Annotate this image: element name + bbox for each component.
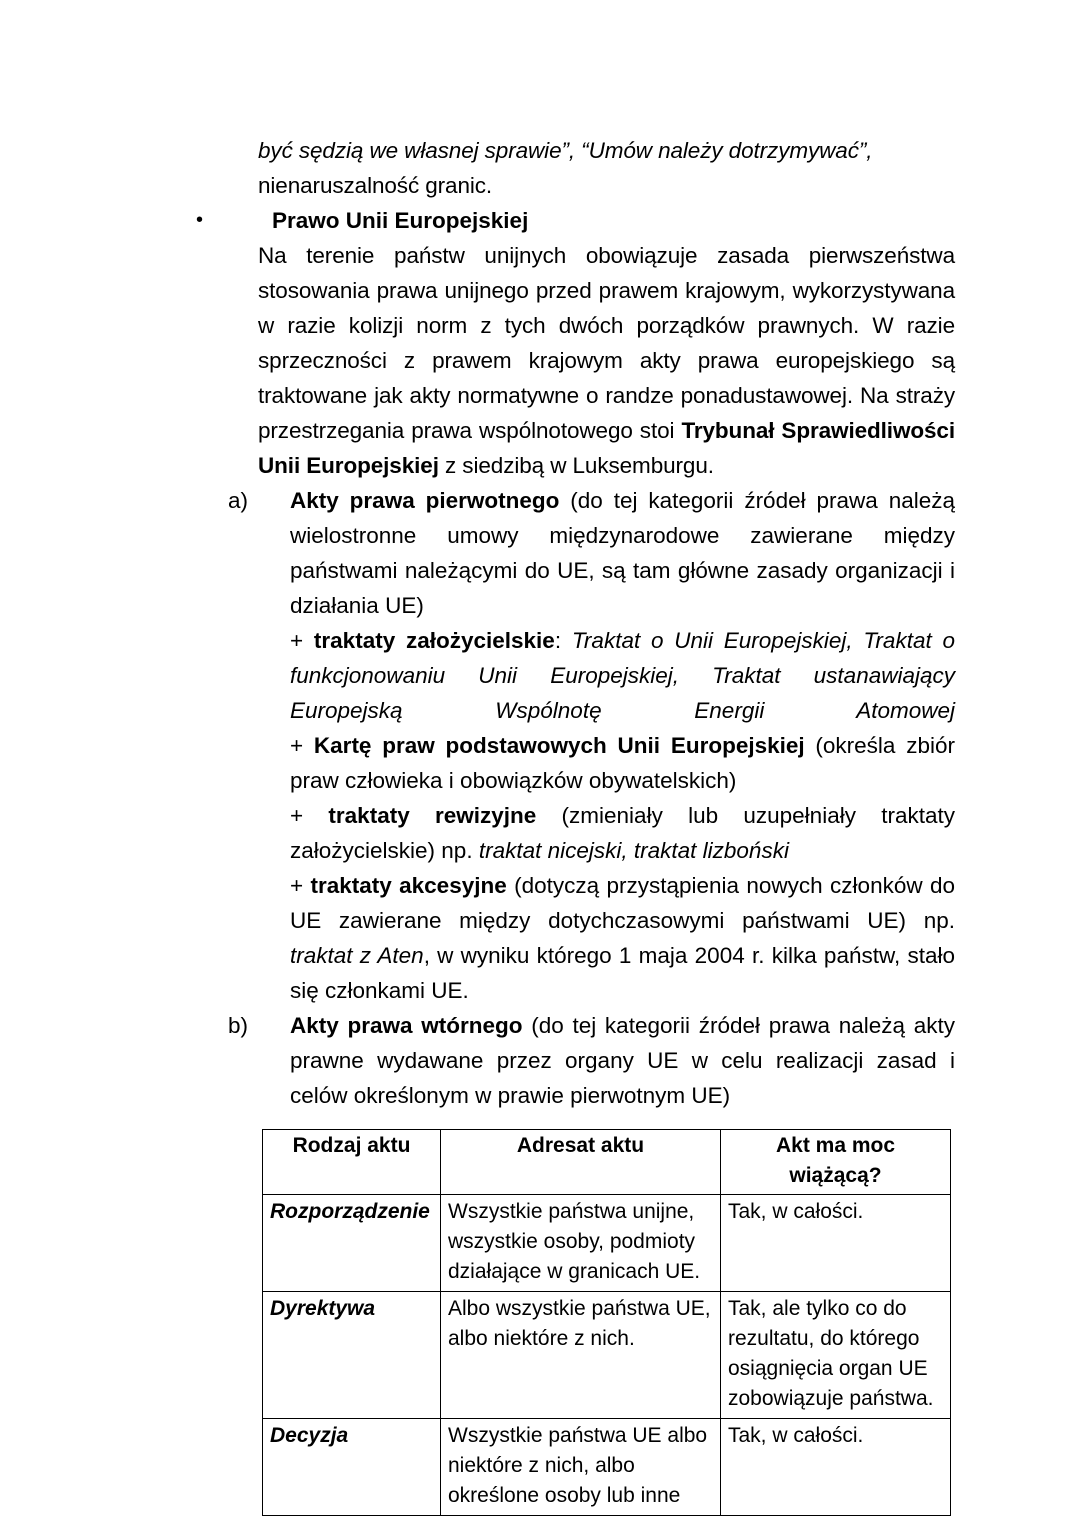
eu-law-paragraph [258, 238, 955, 483]
table-header-row [263, 1130, 951, 1195]
plus-marker: + [290, 803, 329, 828]
list-item-b-heading: Akty prawa wtórnego [290, 1013, 523, 1038]
cell-line: wszystkie osoby, podmioty [448, 1230, 696, 1253]
sub-item-tail: , w wyniku którego 1 maja 2004 r. kilka państw, stało się członkami UE. [290, 943, 955, 1003]
cell-binding [721, 1292, 951, 1419]
plus-marker: + [290, 873, 311, 898]
cell-line: Wszystkie państwa UE albo [448, 1424, 708, 1447]
sub-item-bold-label: traktaty rewizyjne [328, 803, 537, 828]
list-marker-b: b) [228, 1013, 249, 1038]
cell-line: Wszystkie państwa unijne, [448, 1200, 695, 1223]
cell-line: zobowiązuje państwa. [728, 1387, 934, 1410]
cell-line: Albo wszystkie państwa UE, [448, 1297, 711, 1320]
sub-item-traktaty-rewizyjne [258, 798, 955, 868]
cell-line: Tak, w całości. [728, 1200, 864, 1223]
sub-item-italic-list: Traktat o Unii Europejskiej, Traktat o funkcjonowaniu Unii Europejskiej, Traktat ustanawiający Europejską Wspólnotę Energii Atomowej [290, 628, 955, 723]
list-item-a-heading: Akty prawa pierwotnego [290, 488, 560, 513]
cell-line: albo niektóre z nich. [448, 1327, 635, 1350]
cell-line: rezultatu, do którego [728, 1327, 920, 1350]
quote-tail-italic: być sędzią we własnej sprawie”, “Umów należy dotrzymywać”, [258, 138, 873, 163]
eu-court-name: Trybunał Sprawiedliwości Unii Europejskiej [258, 418, 955, 478]
sub-item-after-bold: (określa zbiór praw człowieka i obowiązków obywatelskich) [290, 733, 955, 793]
cell-line: Tak, w całości. [728, 1424, 864, 1447]
bullet-item-prawo-unii-europejskiej [196, 203, 955, 238]
bullet-dot-icon: • [196, 209, 204, 231]
column-header-moc-wiazaca: Akt ma moc wiążącą? [721, 1130, 951, 1195]
quote-tail-paragraph [258, 133, 955, 168]
cell-kind: Rozporządzenie [263, 1195, 441, 1292]
list-item-b-body: (do tej kategorii źródeł prawa należą akty prawne wydawane przez organy UE w celu realizacji zasad i celów określonym w prawie pierwotnym UE) [290, 1013, 955, 1108]
cell-binding [721, 1195, 951, 1292]
column-header-adresat-aktu: Adresat aktu [441, 1130, 721, 1195]
cell-line: osiągnięcia organ UE [728, 1357, 928, 1380]
cell-binding [721, 1419, 951, 1516]
list-item-a-body: (do tej kategorii źródeł prawa należą wielostronne umowy międzynarodowe zawierane między państwami należącymi do UE, są tam główne zasady organizacji i działania UE) [290, 488, 955, 618]
table-row [263, 1195, 951, 1292]
cell-line: określone osoby lub inne [448, 1484, 681, 1507]
plus-marker: + [290, 628, 314, 653]
list-item-b [228, 1008, 955, 1113]
sub-item-italic-example: traktat z Aten [290, 943, 424, 968]
sub-item-after-bold: : [554, 628, 572, 653]
sub-item-bold-label: traktaty akcesyjne [310, 873, 507, 898]
sub-item-bold-label: Kartę praw podstawowych Unii Europejskiej [313, 733, 805, 758]
eu-law-part2: z siedzibą w Luksemburgu. [438, 453, 714, 478]
cell-line: Tak, ale tylko co do [728, 1297, 907, 1320]
cell-line: działające w granicach UE. [448, 1260, 701, 1283]
sub-item-after-bold: (zmieniały lub uzupełniały traktaty założycielskie) np. [290, 803, 955, 863]
cell-addressee [441, 1419, 721, 1516]
page-content [196, 133, 955, 1516]
sub-item-karta-praw-podstawowych [258, 728, 955, 798]
column-header-rodzaj-aktu: Rodzaj aktu [263, 1130, 441, 1195]
list-marker-a: a) [228, 488, 249, 513]
sub-item-traktaty-zalozycielskie [258, 623, 955, 728]
cell-kind: Dyrektywa [263, 1292, 441, 1419]
acts-table [262, 1129, 951, 1516]
list-item-a [228, 483, 955, 623]
sub-item-after-bold: (dotyczą przystąpienia nowych członków do UE zawierane między dotychczasowymi państwami UE) np. [290, 873, 955, 933]
sub-item-traktaty-akcesyjne [258, 868, 955, 1008]
table-row [263, 1292, 951, 1419]
eu-law-part1: Na terenie państw unijnych obowiązuje zasada pierwszeństwa stosowania prawa unijnego przed prawem krajowym, wykorzystywana w razie kolizji norm z tych dwóch porządków prawnych. W razie sprzeczności z prawem krajowym akty prawa europejskiego są traktowane jak akty normatywne o randze ponadustawowej. Na straży przestrzegania prawa wspólnotowego stoi [258, 243, 955, 443]
table-row [263, 1419, 951, 1516]
plus-marker: + [290, 733, 314, 758]
quote-tail-plain-line: nienaruszalność granic. [258, 173, 493, 198]
sub-item-bold-label: traktaty założycielskie [313, 628, 555, 653]
bullet-item-label: Prawo Unii Europejskiej [272, 208, 529, 233]
cell-kind: Decyzja [263, 1419, 441, 1516]
acts-table-wrapper [258, 1129, 955, 1516]
cell-line: niektóre z nich, albo [448, 1454, 635, 1477]
cell-addressee [441, 1195, 721, 1292]
cell-addressee [441, 1292, 721, 1419]
sub-item-italic-examples: traktat nicejski, traktat lizboński [478, 838, 789, 863]
